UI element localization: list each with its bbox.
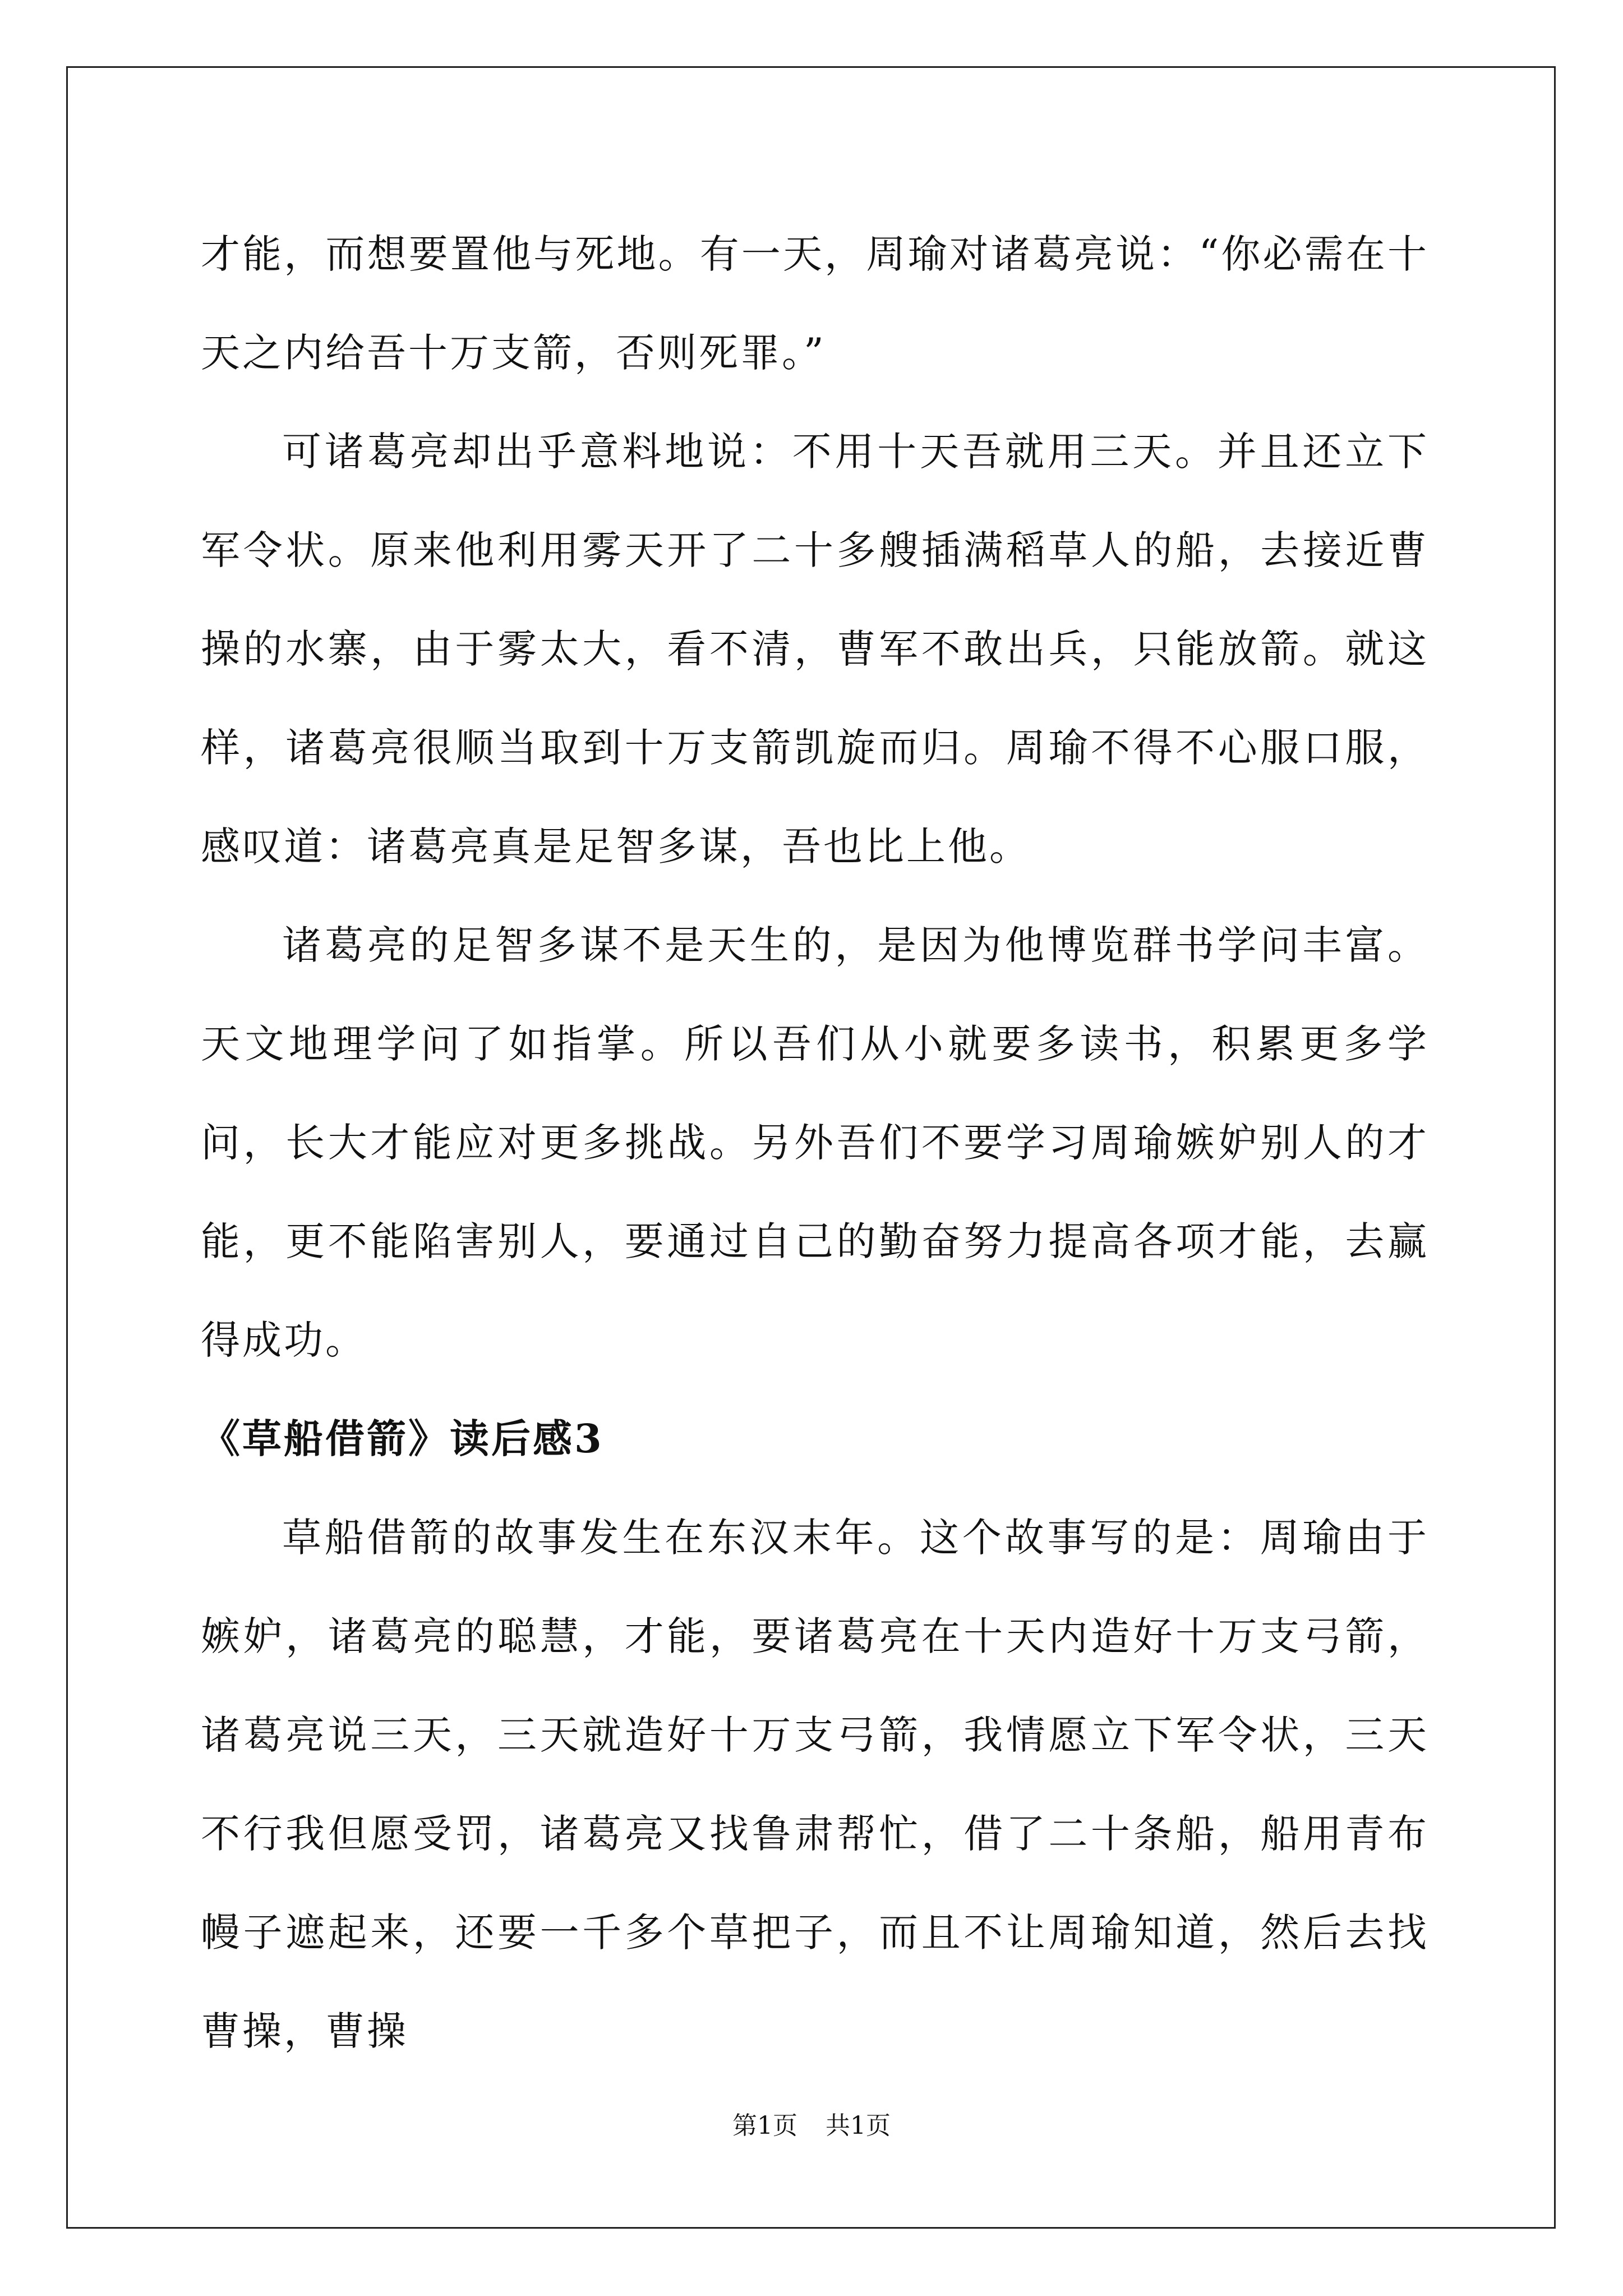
section-heading: 《草船借箭》读后感3 — [201, 1415, 604, 1462]
paragraph-1: 才能，而想要置他与死地。有一天，周瑜对诸葛亮说：“你必需在十天之内给吾十万支箭，否则死罪。” — [201, 231, 1429, 376]
document-body — [201, 205, 1429, 2081]
page-number: 第1页 — [732, 2111, 797, 2140]
page-footer — [0, 2109, 1623, 2143]
paragraph-3: 诸葛亮的足智多谋不是天生的，是因为他博览群书学问丰富。天文地理学问了如指掌。所以吾们从小就要多读书，积累更多学问，长大才能应对更多挑战。另外吾们不要学习周瑜嫉妒别人的才能，更不能陷害别人，要通过自己的勤奋努力提高各项才能，去赢得成功。 — [201, 922, 1429, 1363]
paragraph-4: 草船借箭的故事发生在东汉末年。这个故事写的是：周瑜由于嫉妒，诸葛亮的聪慧，才能，要诸葛亮在十天内造好十万支弓箭，诸葛亮说三天，三天就造好十万支弓箭，我情愿立下军令状，三天不行我但愿受罚，诸葛亮又找鲁肃帮忙，借了二十条船，船用青布幔子遮起来，还要一千多个草把子，而且不让周瑜知道，然后去找曹操，曹操 — [201, 1515, 1429, 2054]
page-total: 共1页 — [826, 2111, 891, 2140]
paragraph-2: 可诸葛亮却出乎意料地说：不用十天吾就用三天。并且还立下军令状。原来他利用雾天开了二十多艘插满稻草人的船，去接近曹操的水寨，由于雾太大，看不清，曹军不敢出兵，只能放箭。就这样，诸葛亮很顺当取到十万支箭凯旋而归。周瑜不得不心服口服，感叹道：诸葛亮真是足智多谋，吾也比上他。 — [201, 429, 1429, 869]
